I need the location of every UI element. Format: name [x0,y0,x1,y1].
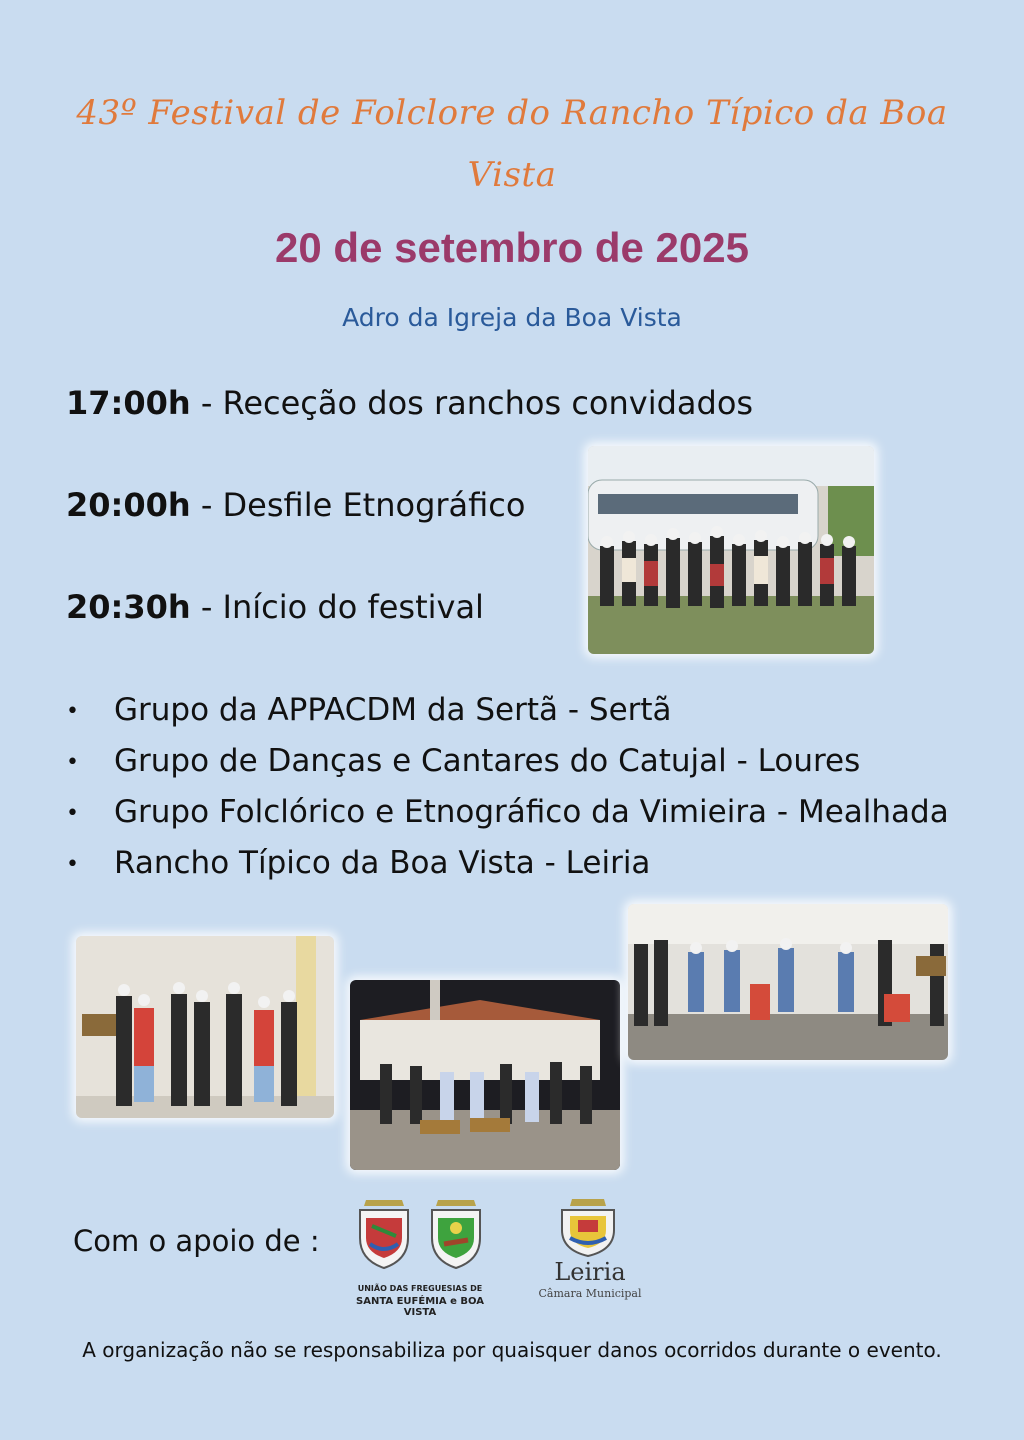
disclaimer: A organização não se responsabiliza por quaisquer danos ocorridos durante o evento. [82,1338,942,1362]
bullet-icon: • [66,750,79,775]
freguesia-coat-of-arms-icon [352,1200,416,1276]
leiria-coat-of-arms-icon [556,1198,620,1262]
schedule-time: 20:30h [66,588,191,626]
list-item [66,743,860,779]
group-name: Rancho Típico da Boa Vista - Leiria [114,845,651,881]
boa-vista-coat-of-arms-icon [424,1200,488,1276]
schedule-text: - Desfile Etnográfico [190,486,526,524]
list-item [66,692,672,728]
schedule-item [66,384,753,422]
freguesia-caption-line2: SANTA EUFÉMIA e BOA VISTA [356,1296,484,1318]
municipality-name: Leiria [554,1258,626,1286]
schedule-time: 20:00h [66,486,191,524]
schedule-text: - Receção dos ranchos convidados [190,384,754,422]
schedule-time: 17:00h [66,384,191,422]
support-label: Com o apoio de : [73,1224,320,1258]
event-venue: Adro da Igreja da Boa Vista [342,303,682,332]
event-date: 20 de setembro de 2025 [275,224,749,271]
schedule-text: - Início do festival [190,588,484,626]
photo-group-square [628,904,948,1060]
list-item [66,794,949,830]
municipality-sub: Câmara Municipal [538,1287,642,1300]
photo-group-building [76,936,334,1118]
freguesia-caption-line1: UNIÃO DAS FREGUESIAS DE [357,1284,483,1293]
bullet-icon: • [66,699,79,724]
list-item [66,845,650,881]
festival-title: 43º Festival de Folclore do Rancho Típico da Boa Vista [76,93,948,195]
group-name: Grupo Folclórico e Etnográfico da Vimieira - Mealhada [114,794,949,830]
schedule-item [66,486,525,524]
schedule-item [66,588,484,626]
photo-group-bus [588,446,874,654]
bullet-icon: • [66,852,79,877]
bullet-icon: • [66,801,79,826]
photo-group-night [350,980,620,1170]
group-name: Grupo da APPACDM da Sertã - Sertã [114,692,672,728]
group-name: Grupo de Danças e Cantares do Catujal - Loures [114,743,861,779]
